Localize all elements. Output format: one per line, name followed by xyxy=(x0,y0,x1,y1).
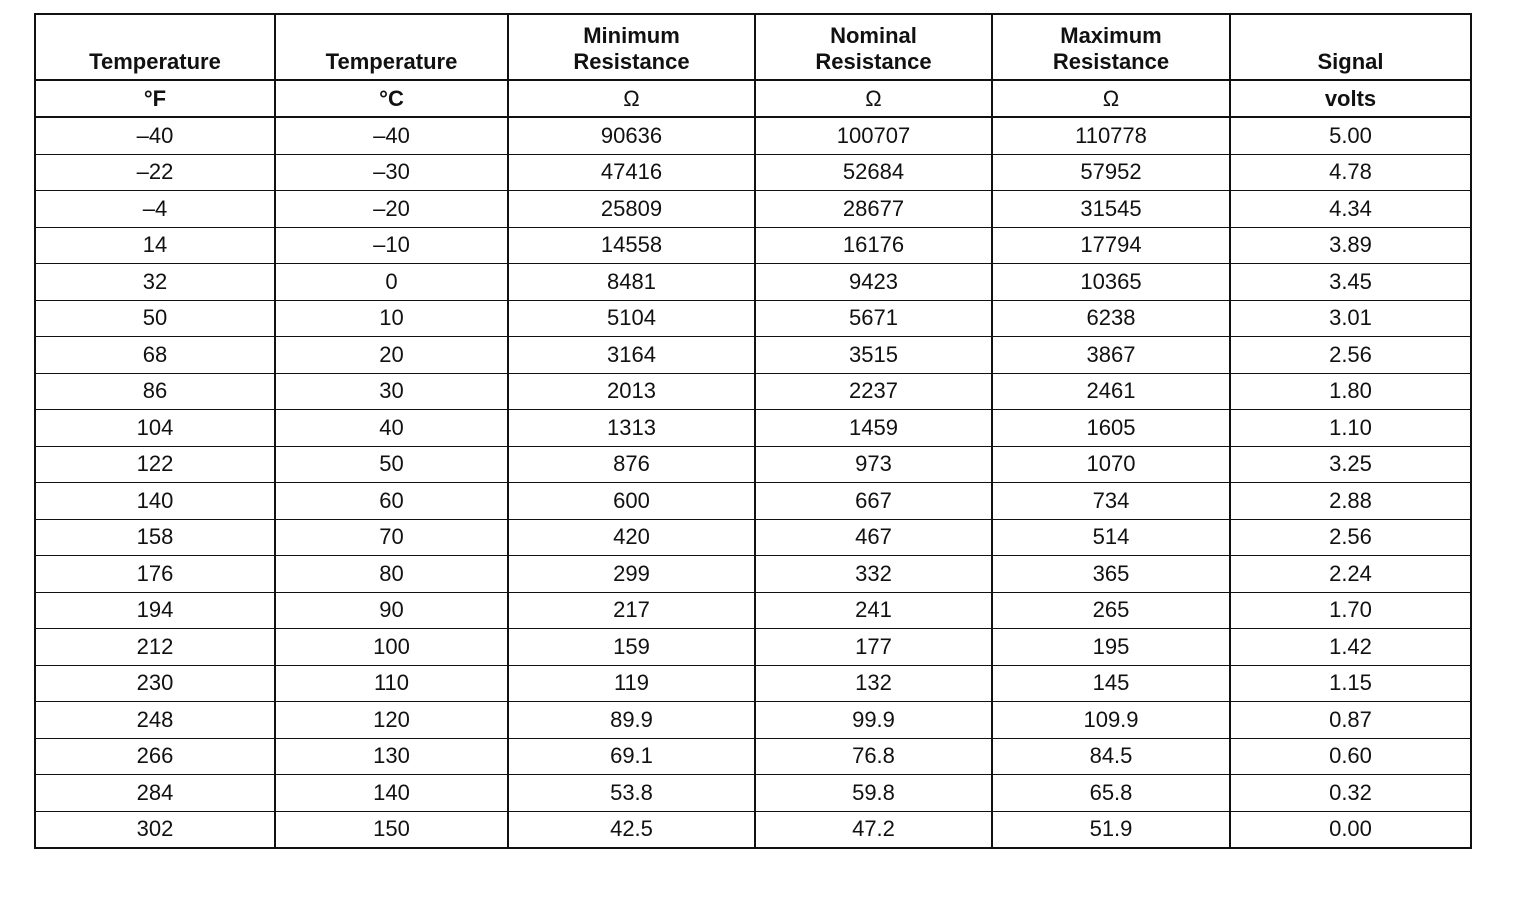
unit-volts: volts xyxy=(1230,80,1471,117)
min-resistance-cell: 89.9 xyxy=(508,702,755,739)
temp-f-cell: 50 xyxy=(35,300,275,337)
min-resistance-cell: 8481 xyxy=(508,264,755,301)
nominal-resistance-cell: 76.8 xyxy=(755,738,992,775)
temp-f-cell: 158 xyxy=(35,519,275,556)
header-line: Nominal xyxy=(830,23,917,48)
temp-c-cell: 80 xyxy=(275,556,508,593)
nominal-resistance-cell: 1459 xyxy=(755,410,992,447)
temp-c-cell: 10 xyxy=(275,300,508,337)
table-row xyxy=(35,227,1471,264)
header-nominal-resistance xyxy=(755,14,992,80)
header-minimum-resistance xyxy=(508,14,755,80)
nominal-resistance-cell: 132 xyxy=(755,665,992,702)
temp-f-cell: 176 xyxy=(35,556,275,593)
temp-f-cell: 32 xyxy=(35,264,275,301)
table-row xyxy=(35,117,1471,154)
temp-c-cell: –30 xyxy=(275,154,508,191)
nominal-resistance-cell: 3515 xyxy=(755,337,992,374)
signal-cell: 0.60 xyxy=(1230,738,1471,775)
header-line: Temperature xyxy=(89,49,221,74)
temp-f-cell: 266 xyxy=(35,738,275,775)
max-resistance-cell: 2461 xyxy=(992,373,1230,410)
max-resistance-cell: 109.9 xyxy=(992,702,1230,739)
nominal-resistance-cell: 177 xyxy=(755,629,992,666)
signal-cell: 0.87 xyxy=(1230,702,1471,739)
signal-cell: 1.15 xyxy=(1230,665,1471,702)
max-resistance-cell: 110778 xyxy=(992,117,1230,154)
table-row xyxy=(35,410,1471,447)
signal-cell: 3.25 xyxy=(1230,446,1471,483)
nominal-resistance-cell: 16176 xyxy=(755,227,992,264)
temp-c-cell: 120 xyxy=(275,702,508,739)
header-line: Resistance xyxy=(815,49,932,74)
signal-cell: 0.32 xyxy=(1230,775,1471,812)
max-resistance-cell: 514 xyxy=(992,519,1230,556)
header-line: Temperature xyxy=(325,49,458,74)
temp-c-cell: 60 xyxy=(275,483,508,520)
nominal-resistance-cell: 2237 xyxy=(755,373,992,410)
max-resistance-cell: 1070 xyxy=(992,446,1230,483)
nominal-resistance-cell: 467 xyxy=(755,519,992,556)
header-line: Maximum xyxy=(1060,23,1162,48)
temp-f-cell: 14 xyxy=(35,227,275,264)
signal-cell: 0.00 xyxy=(1230,811,1471,848)
min-resistance-cell: 2013 xyxy=(508,373,755,410)
max-resistance-cell: 3867 xyxy=(992,337,1230,374)
min-resistance-cell: 47416 xyxy=(508,154,755,191)
temp-c-cell: 70 xyxy=(275,519,508,556)
temp-c-cell: 20 xyxy=(275,337,508,374)
temp-f-cell: 302 xyxy=(35,811,275,848)
table-row xyxy=(35,191,1471,228)
header-line: Resistance xyxy=(1052,49,1170,74)
temp-f-cell: 248 xyxy=(35,702,275,739)
nominal-resistance-cell: 100707 xyxy=(755,117,992,154)
temp-c-cell: 140 xyxy=(275,775,508,812)
temp-f-cell: 284 xyxy=(35,775,275,812)
temp-f-cell: –40 xyxy=(35,117,275,154)
table-row xyxy=(35,446,1471,483)
header-unit-row xyxy=(35,80,1471,117)
max-resistance-cell: 57952 xyxy=(992,154,1230,191)
temp-f-cell: 86 xyxy=(35,373,275,410)
max-resistance-cell: 265 xyxy=(992,592,1230,629)
table-row xyxy=(35,702,1471,739)
temp-c-cell: –40 xyxy=(275,117,508,154)
min-resistance-cell: 14558 xyxy=(508,227,755,264)
table-row xyxy=(35,300,1471,337)
temp-f-cell: 68 xyxy=(35,337,275,374)
resistance-spec-sheet xyxy=(34,13,1470,881)
max-resistance-cell: 51.9 xyxy=(992,811,1230,848)
temperature-resistance-table xyxy=(34,13,1472,849)
table-row xyxy=(35,775,1471,812)
unit-celsius: °C xyxy=(275,80,508,117)
nominal-resistance-cell: 973 xyxy=(755,446,992,483)
signal-cell: 4.34 xyxy=(1230,191,1471,228)
header-temperature-c xyxy=(275,14,508,80)
unit-fahrenheit: °F xyxy=(35,80,275,117)
table-row xyxy=(35,337,1471,374)
signal-cell: 3.01 xyxy=(1230,300,1471,337)
signal-cell: 1.70 xyxy=(1230,592,1471,629)
table-row xyxy=(35,519,1471,556)
temp-f-cell: –22 xyxy=(35,154,275,191)
min-resistance-cell: 119 xyxy=(508,665,755,702)
header-line: Resistance xyxy=(573,49,690,74)
min-resistance-cell: 5104 xyxy=(508,300,755,337)
min-resistance-cell: 69.1 xyxy=(508,738,755,775)
min-resistance-cell: 42.5 xyxy=(508,811,755,848)
signal-cell: 3.89 xyxy=(1230,227,1471,264)
unit-ohm-min: Ω xyxy=(508,80,755,117)
signal-cell: 2.56 xyxy=(1230,519,1471,556)
temp-c-cell: –10 xyxy=(275,227,508,264)
max-resistance-cell: 65.8 xyxy=(992,775,1230,812)
min-resistance-cell: 25809 xyxy=(508,191,755,228)
temp-c-cell: 150 xyxy=(275,811,508,848)
min-resistance-cell: 1313 xyxy=(508,410,755,447)
table-row xyxy=(35,738,1471,775)
max-resistance-cell: 195 xyxy=(992,629,1230,666)
temp-c-cell: 90 xyxy=(275,592,508,629)
nominal-resistance-cell: 332 xyxy=(755,556,992,593)
temp-c-cell: 40 xyxy=(275,410,508,447)
table-row xyxy=(35,665,1471,702)
min-resistance-cell: 299 xyxy=(508,556,755,593)
max-resistance-cell: 6238 xyxy=(992,300,1230,337)
max-resistance-cell: 17794 xyxy=(992,227,1230,264)
temp-c-cell: 50 xyxy=(275,446,508,483)
temp-c-cell: 30 xyxy=(275,373,508,410)
temp-f-cell: 140 xyxy=(35,483,275,520)
temp-c-cell: 130 xyxy=(275,738,508,775)
nominal-resistance-cell: 28677 xyxy=(755,191,992,228)
min-resistance-cell: 876 xyxy=(508,446,755,483)
max-resistance-cell: 31545 xyxy=(992,191,1230,228)
table-body xyxy=(35,117,1471,848)
min-resistance-cell: 217 xyxy=(508,592,755,629)
signal-cell: 1.80 xyxy=(1230,373,1471,410)
table-row xyxy=(35,592,1471,629)
min-resistance-cell: 53.8 xyxy=(508,775,755,812)
nominal-resistance-cell: 5671 xyxy=(755,300,992,337)
table-row xyxy=(35,556,1471,593)
temp-c-cell: 100 xyxy=(275,629,508,666)
max-resistance-cell: 10365 xyxy=(992,264,1230,301)
signal-cell: 2.56 xyxy=(1230,337,1471,374)
unit-ohm-nominal: Ω xyxy=(755,80,992,117)
min-resistance-cell: 420 xyxy=(508,519,755,556)
nominal-resistance-cell: 241 xyxy=(755,592,992,629)
nominal-resistance-cell: 59.8 xyxy=(755,775,992,812)
table-row xyxy=(35,811,1471,848)
table-row xyxy=(35,154,1471,191)
min-resistance-cell: 159 xyxy=(508,629,755,666)
nominal-resistance-cell: 99.9 xyxy=(755,702,992,739)
signal-cell: 4.78 xyxy=(1230,154,1471,191)
header-line: Signal xyxy=(1317,49,1384,74)
max-resistance-cell: 1605 xyxy=(992,410,1230,447)
temp-f-cell: –4 xyxy=(35,191,275,228)
min-resistance-cell: 3164 xyxy=(508,337,755,374)
signal-cell: 2.88 xyxy=(1230,483,1471,520)
min-resistance-cell: 600 xyxy=(508,483,755,520)
table-row xyxy=(35,629,1471,666)
max-resistance-cell: 145 xyxy=(992,665,1230,702)
table-header xyxy=(35,14,1471,117)
nominal-resistance-cell: 9423 xyxy=(755,264,992,301)
signal-cell: 3.45 xyxy=(1230,264,1471,301)
temp-f-cell: 104 xyxy=(35,410,275,447)
temp-c-cell: 110 xyxy=(275,665,508,702)
temp-f-cell: 122 xyxy=(35,446,275,483)
temp-f-cell: 212 xyxy=(35,629,275,666)
table-row xyxy=(35,264,1471,301)
header-line: Minimum xyxy=(583,23,680,48)
table-row xyxy=(35,483,1471,520)
temp-f-cell: 194 xyxy=(35,592,275,629)
temp-c-cell: –20 xyxy=(275,191,508,228)
signal-cell: 1.10 xyxy=(1230,410,1471,447)
temp-c-cell: 0 xyxy=(275,264,508,301)
nominal-resistance-cell: 667 xyxy=(755,483,992,520)
signal-cell: 2.24 xyxy=(1230,556,1471,593)
signal-cell: 1.42 xyxy=(1230,629,1471,666)
header-signal xyxy=(1230,14,1471,80)
header-title-row xyxy=(35,14,1471,80)
nominal-resistance-cell: 52684 xyxy=(755,154,992,191)
header-maximum-resistance xyxy=(992,14,1230,80)
temp-f-cell: 230 xyxy=(35,665,275,702)
min-resistance-cell: 90636 xyxy=(508,117,755,154)
unit-ohm-max: Ω xyxy=(992,80,1230,117)
max-resistance-cell: 84.5 xyxy=(992,738,1230,775)
max-resistance-cell: 365 xyxy=(992,556,1230,593)
table-row xyxy=(35,373,1471,410)
signal-cell: 5.00 xyxy=(1230,117,1471,154)
header-temperature-f xyxy=(35,14,275,80)
nominal-resistance-cell: 47.2 xyxy=(755,811,992,848)
max-resistance-cell: 734 xyxy=(992,483,1230,520)
